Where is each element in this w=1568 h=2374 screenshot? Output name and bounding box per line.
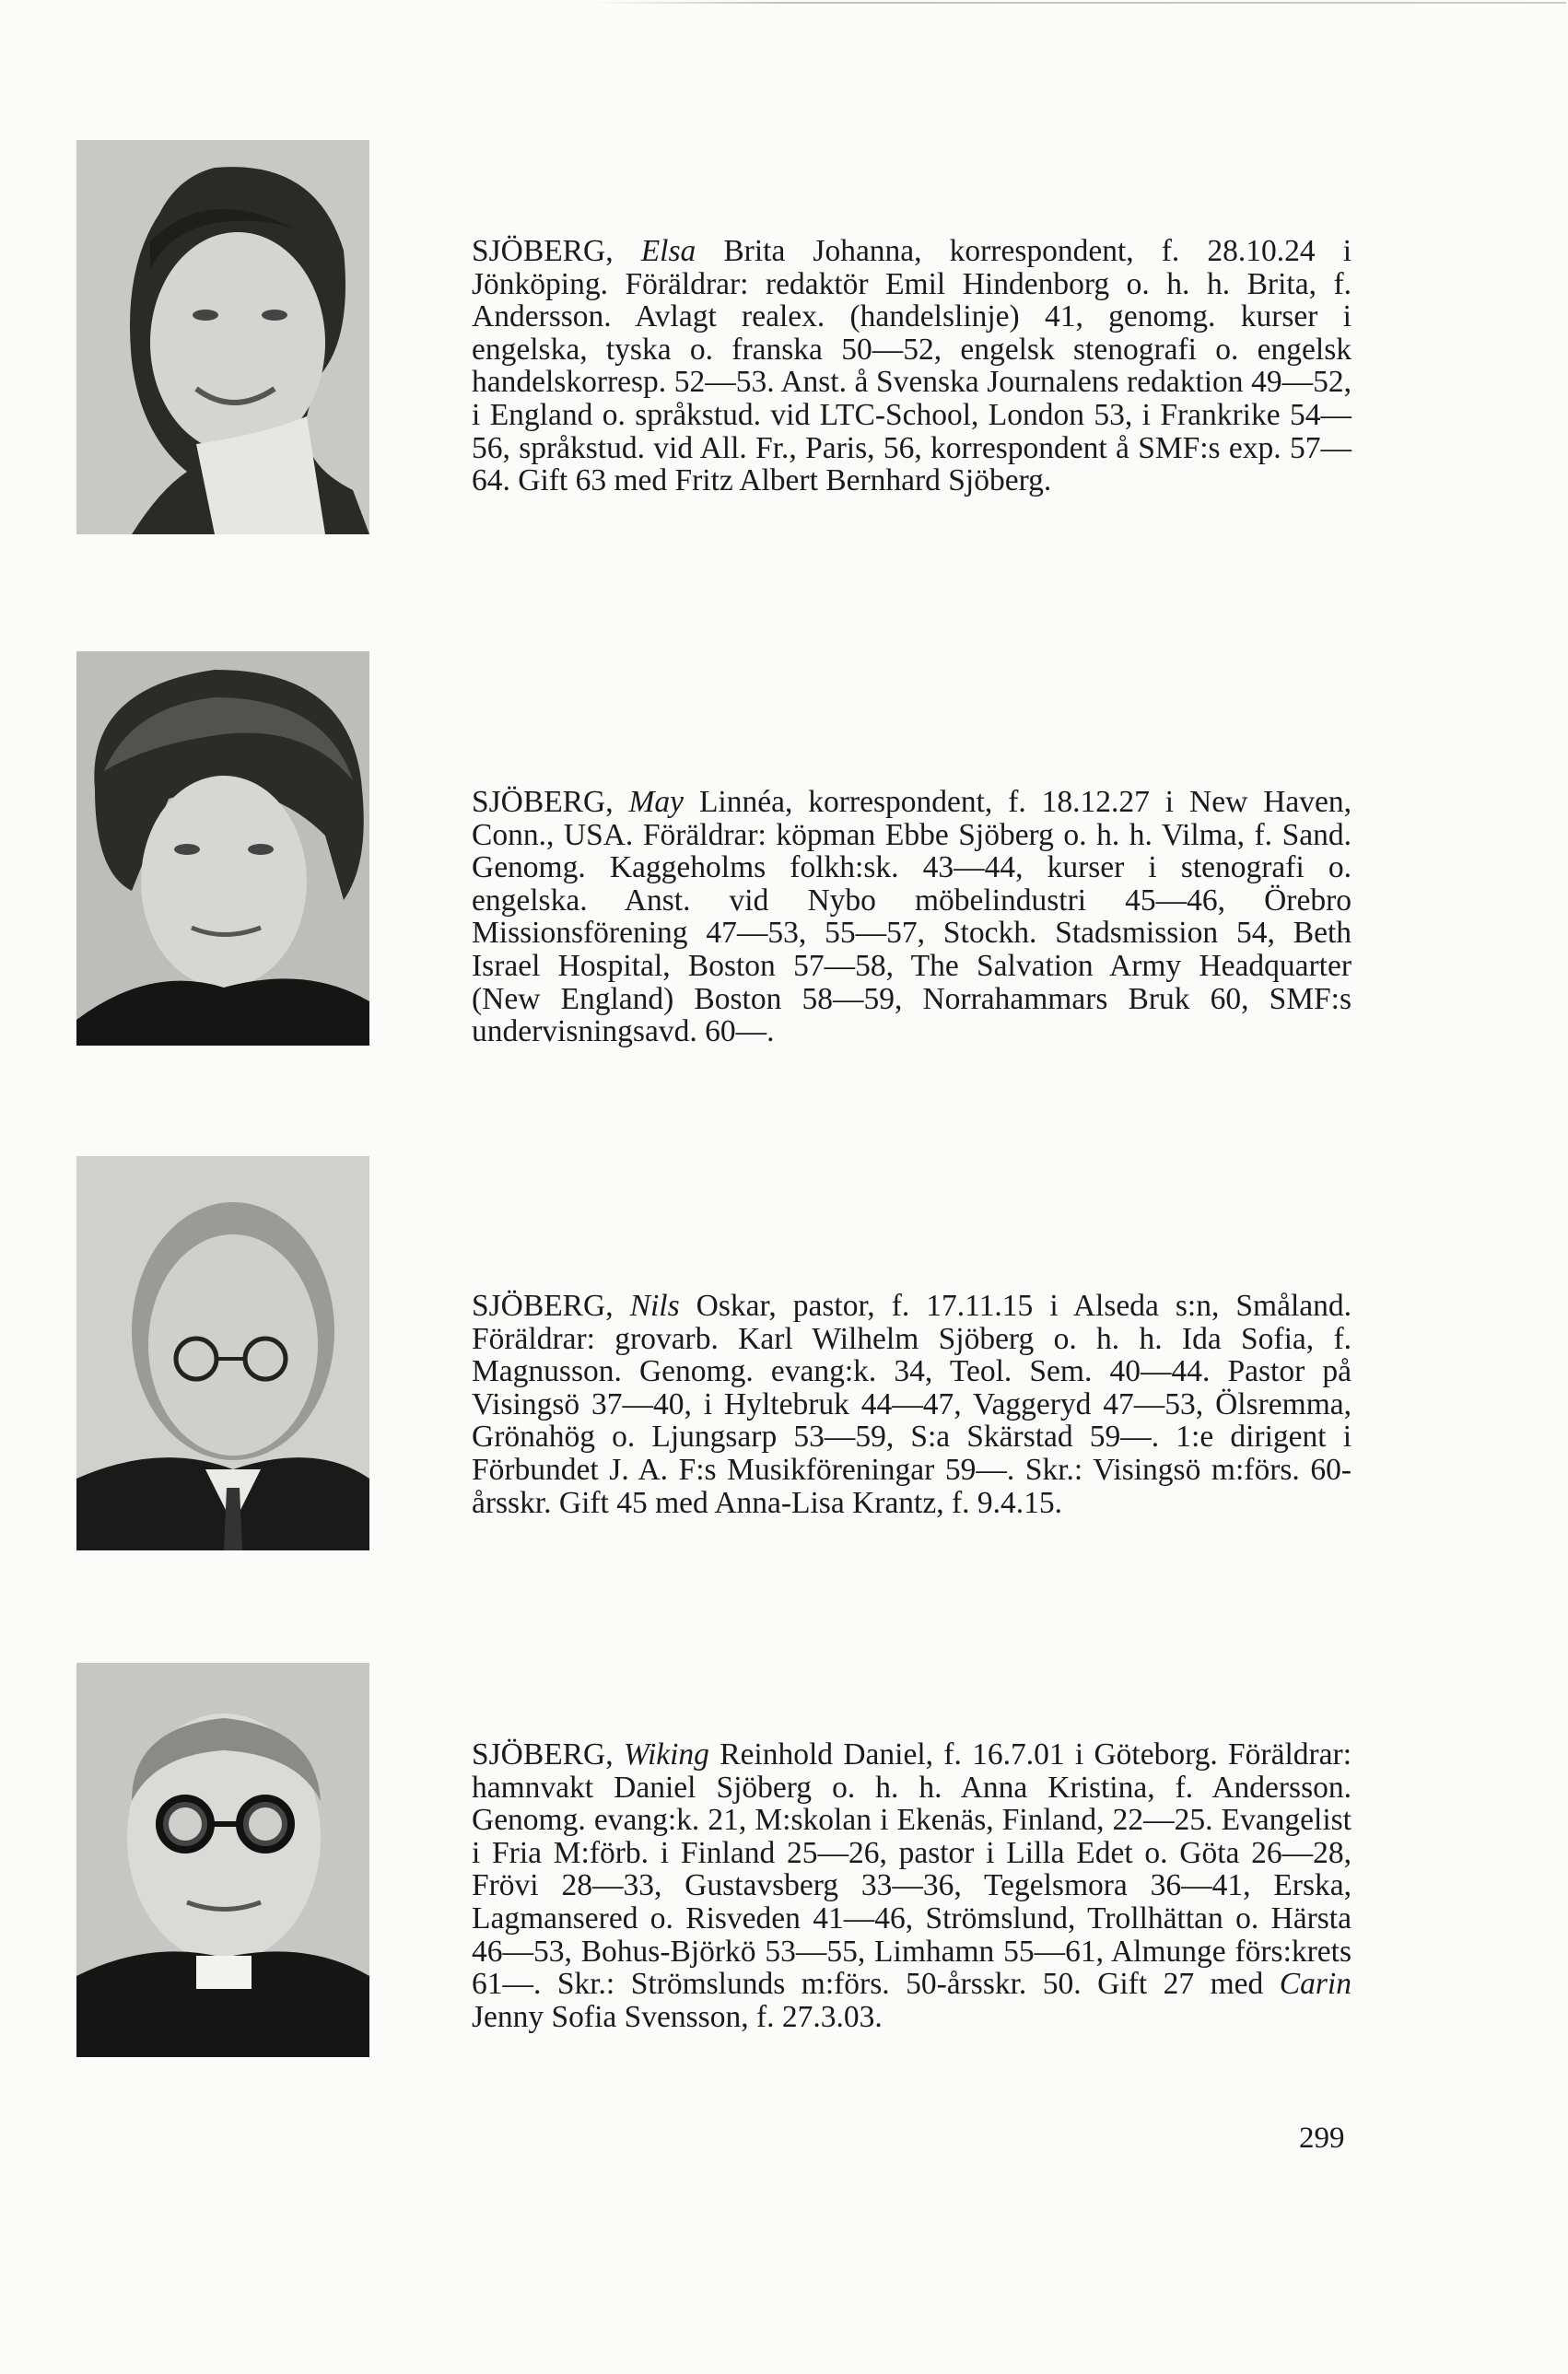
given-name: May	[628, 785, 685, 819]
top-edge-rule	[590, 2, 1566, 4]
page-number: 299	[1299, 2122, 1345, 2155]
surname: SJÖBERG,	[472, 234, 614, 268]
biography-body: Brita Johanna, korrespondent, f. 28.10.24 i Jönköping. Föräldrar: redaktör Emil Hindenborg o. h. h. Brita, f. Andersson. Avlagt realex. (handelslinje) 41, genomg. kurser i engelska, tyska o. franska 50—52, engelsk stenografi o. engelsk handelskorresp. 52—53. Anst. å Svenska Journalens redaktion 49—52, i England o. språkstud. vid LTC-School, London 53, i Frankrike 54—56, språkstud. vid All. Fr., Paris, 56, korrespondent å SMF:s exp. 57—64. Gift 63 med Fritz Albert Bernhard Sjöberg.	[472, 234, 1352, 498]
portrait-photo	[76, 1663, 369, 2057]
biography-text	[472, 1738, 1352, 2033]
portrait-photo	[76, 651, 369, 1046]
biography-body: Linnéa, korrespondent, f. 18.12.27 i New Haven, Conn., USA. Föräldrar: köpman Ebbe Sjöberg o. h. h. Vilma, f. Sand. Genomg. Kaggeholms folkh:sk. 43—44, kurser i stenografi o. engelska. Anst. vid Nybo möbelindustri 45—46, Örebro Missionsförening 47—53, 55—57, Stockh. Stadsmission 54, Beth Israel Hospital, Boston 57—58, The Salvation Army Headquarter (New England) Boston 58—59, Norrahammars Bruk 60, SMF:s undervisningsavd. 60—.	[472, 785, 1352, 1049]
given-name: Wiking	[623, 1737, 709, 1772]
portrait-photo	[76, 1156, 369, 1550]
given-name: Elsa	[640, 234, 696, 268]
surname: SJÖBERG,	[472, 785, 614, 819]
given-name: Nils	[629, 1289, 680, 1323]
biography-body: Reinhold Daniel, f. 16.7.01 i Göteborg. Föräldrar: hamnvakt Daniel Sjöberg o. h. h. Anna Kristina, f. Andersson. Genomg. evang:k. 21, M:skolan i Ekenäs, Finland, 22—25. Evangelist i Fria M:förb. i Finland 25—26, pastor i Lilla Edet o. Göta 26—28, Frövi 28—33, Gustavsberg 33—36, Tegelsmora 36—41, Erska, Lagmansered o. Risveden 41—46, Strömslund, Trollhättan o. Härsta 46—53, Bohus-Björkö 53—55, Limhamn 55—61, Almunge förs:krets 61—. Skr.: Strömslunds m:förs. 50-årsskr. 50. Gift 27 med	[472, 1737, 1352, 2002]
biography-text	[472, 786, 1352, 1048]
biography-text	[472, 235, 1352, 497]
biography-body-end: Jenny Sofia Svensson, f. 27.3.03.	[472, 1999, 883, 2034]
portrait-photo	[76, 140, 369, 534]
spouse-given-name: Carin	[1279, 1967, 1352, 2002]
surname: SJÖBERG,	[472, 1289, 614, 1323]
biography-body: Oskar, pastor, f. 17.11.15 i Alseda s:n, Småland. Föräldrar: grovarb. Karl Wilhelm Sjöberg o. h. h. Ida Sofia, f. Magnusson. Genomg. evang:k. 34, Teol. Sem. 40—44. Pastor på Visingsö 37—40, i Hyltebruk 44—47, Vaggeryd 47—53, Ölsremma, Grönahög o. Ljungsarp 53—59, S:a Skärstad 59—. 1:e dirigent i Förbundet J. A. F:s Musikföreningar 59—. Skr.: Visingsö m:förs. 60-årsskr. Gift 45 med Anna-Lisa Krantz, f. 9.4.15.	[472, 1289, 1352, 1520]
biography-text	[472, 1290, 1352, 1519]
surname: SJÖBERG,	[472, 1737, 614, 1772]
